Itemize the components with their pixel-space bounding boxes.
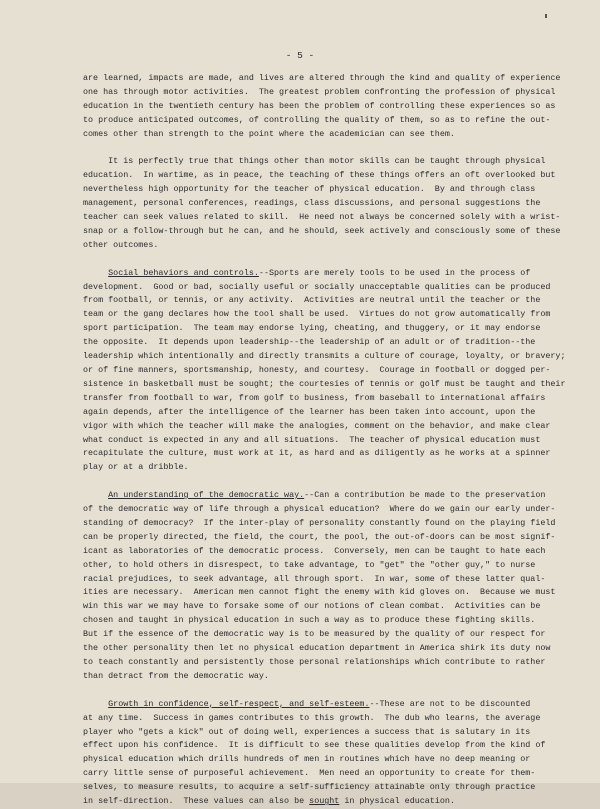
text-line: selves, to measure results, to acquire a self-sufficiency attainable only through practice bbox=[83, 782, 536, 793]
text-line: icant as laboratories of the democratic process. Conversely, men can be taught to hate each bbox=[83, 545, 546, 556]
text-line: win this war we may have to forsake some of our notions of clean combat. Activities can be bbox=[83, 601, 541, 612]
text-line: chosen and taught in physical education in such a way as to produce these fighting skills. bbox=[83, 615, 536, 626]
section-heading: Growth in confidence, self-respect, and self-esteem. bbox=[108, 698, 370, 709]
text-line: from football, or tennis, or any activity. Activities are neutral until the teacher or the bbox=[83, 295, 541, 306]
text-line-tail: in physical education. bbox=[339, 796, 455, 807]
text-line-head: in self-direction. These values can also be bbox=[83, 796, 310, 807]
text-line bbox=[83, 795, 543, 809]
text-line bbox=[83, 267, 543, 281]
paragraph bbox=[83, 698, 546, 809]
section-heading: An understanding of the democratic way. bbox=[108, 490, 305, 501]
text-line: play or at a dribble. bbox=[83, 462, 189, 473]
text-line: at any time. Success in games contributes to this growth. The dub who learns, the average bbox=[83, 712, 541, 723]
text-line: can be properly directed, the field, the court, the pool, the out-of-doors can be most signif- bbox=[83, 531, 556, 542]
text-line: sport participation. The team may endorse lying, cheating, and thuggery, or it may endorse bbox=[83, 323, 541, 334]
text-line: are learned, impacts are made, and lives are altered through the kind and quality of experience bbox=[83, 73, 561, 83]
text-line: one has through motor activities. The greatest problem confronting the profession of physical bbox=[83, 86, 556, 97]
text-line: the other personality then let no physical education department in America shirk its duty now bbox=[83, 643, 551, 654]
text-line: snap or a follow-through but he can, and he should, seek actively and consciously some of these bbox=[83, 225, 561, 236]
text-line: It is perfectly true that things other than motor skills can be taught through physical bbox=[83, 156, 546, 167]
text-line: physical education which drills hundreds of men in routines which have no deep meaning or bbox=[83, 754, 531, 765]
text-line: other outcomes. bbox=[83, 239, 159, 250]
text-line: of the democratic way of life through a physical education? Where do we gain our early under- bbox=[83, 504, 556, 515]
document-body bbox=[83, 72, 566, 809]
text-line: education in the twentieth century has been the problem of controlling these experiences so as bbox=[83, 100, 556, 111]
text-line: the opposite. It depends upon leadership--the leadership of an adult or of tradition--the bbox=[83, 337, 536, 348]
text-line: leadership which intentionally and directly transmits a culture of courage, loyalty, or bravery; bbox=[83, 351, 566, 362]
text-line: standing of democracy? If the inter-play of personality constantly found on the playing field bbox=[83, 517, 556, 528]
page-number: - 5 - bbox=[285, 50, 315, 61]
corner-mark bbox=[545, 14, 547, 18]
text-line bbox=[83, 698, 543, 712]
text-line: carry little sense of purposeful achievement. Men need an opportunity to create for them- bbox=[83, 768, 536, 779]
section-heading: Social behaviors and controls. bbox=[108, 267, 259, 278]
text-line: other, to hold others in disrespect, to take advantage, to "get" the "other guy," to nurse bbox=[83, 559, 536, 570]
text-line-tail: --Sports are merely tools to be used in the process of bbox=[258, 267, 531, 278]
text-line: nevertheless high opportunity for the teacher of physical education. By and through class bbox=[83, 184, 536, 195]
text-line: racial prejudices, to seek advantage, all through sport. In war, some of these latter qual- bbox=[83, 573, 546, 584]
paragraph bbox=[83, 267, 566, 476]
text-line: vigor with which the teacher will make the analogies, comment on the behavior, and make clear bbox=[83, 420, 551, 431]
text-line: than detract from the democratic way. bbox=[83, 670, 269, 681]
text-line: transfer from football to war, from golf to business, from baseball to international affairs bbox=[83, 392, 546, 403]
paragraph bbox=[83, 489, 556, 684]
text-line: again depends, after the intelligence of the learner has been taken into account, upon the bbox=[83, 406, 536, 417]
text-line: or of fine manners, sportsmanship, honesty, and courtesy. Courage in football or dogged per- bbox=[83, 365, 551, 375]
text-line: what conduct is expected in any and all situations. The teacher of physical education must bbox=[83, 434, 541, 445]
text-line: education. In wartime, as in peace, the teaching of these things offers an oft overlooked but bbox=[83, 170, 556, 181]
text-line: ities are necessary. American men cannot fight the enemy with kid gloves on. Because we must bbox=[83, 587, 556, 598]
text-line: team or the gang declares how the tool shall be used. Virtues do not grow automatically from bbox=[83, 309, 551, 320]
text-line-tail: --These are not to be discounted bbox=[369, 698, 531, 709]
text-line: sistence in basketball must be sought; the courtesies of tennis or golf must be taught and their bbox=[83, 378, 566, 389]
paragraph bbox=[83, 155, 561, 252]
paragraph bbox=[83, 72, 561, 142]
text-line bbox=[83, 489, 546, 503]
text-line: player who "gets a kick" out of doing well, experiences a success that is salutary in its bbox=[83, 726, 531, 737]
text-line: effect upon his confidence. It is difficult to see these qualities develop from the kind of bbox=[83, 740, 546, 751]
emphasis-word: sought bbox=[309, 796, 340, 807]
text-line: comes other than strength to the point where the academician can see them. bbox=[83, 128, 455, 139]
text-line: to teach constantly and persistently those personal relationships which contribute to rather bbox=[83, 657, 546, 668]
text-line: management, personal conferences, readings, class discussions, and personal suggestions the bbox=[83, 198, 541, 209]
text-line: development. Good or bad, socially useful or socially unacceptable qualities can be produced bbox=[83, 281, 551, 292]
text-line-tail: --Can a contribution be made to the preservation bbox=[304, 490, 546, 501]
text-line: teacher can seek values related to skill. He need not always be concerned solely with a wrist- bbox=[83, 212, 561, 223]
text-line: recapitulate the culture, must work at it, as hard and as diligently as he works at a spinner bbox=[83, 448, 551, 459]
text-line: to produce anticipated outcomes, of controlling the quality of them, so as to refine the out- bbox=[83, 114, 551, 125]
text-line: But if the essence of the democratic way is to be measured by the quality of our respect for bbox=[83, 629, 546, 640]
